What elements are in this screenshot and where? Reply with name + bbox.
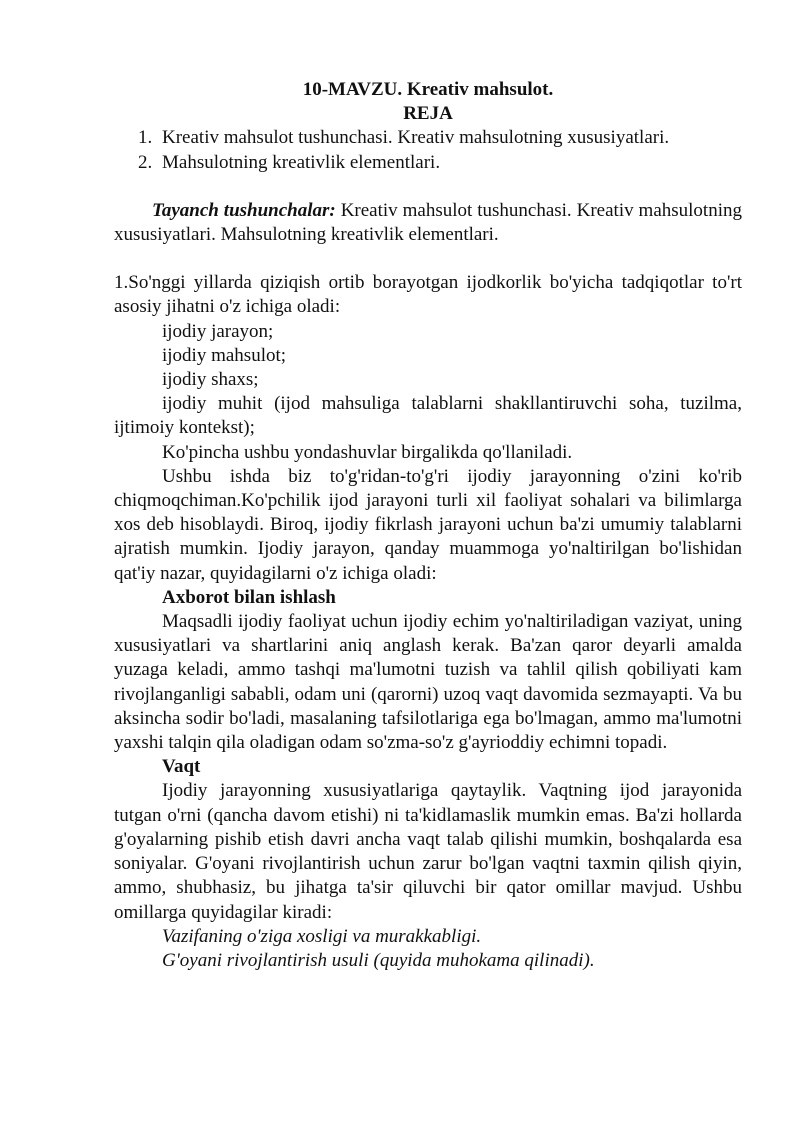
- key-terms-text: Kreativ mahsulot tushunchasi. Kreativ mahsulotning xususiyatlari. Mahsulotning kreativlik elementlari.: [114, 199, 742, 246]
- spacer: [114, 247, 742, 271]
- page-title: 10-MAVZU. Kreativ mahsulot.: [302, 79, 554, 100]
- plan-list: [114, 126, 742, 174]
- plan-item: [138, 126, 742, 150]
- aspect-item: ijodiy shaxs;: [162, 369, 259, 391]
- aspect-item: ijodiy mahsulot;: [162, 344, 287, 366]
- spacer: [114, 175, 742, 199]
- plan-item-number: 2.: [138, 151, 153, 173]
- aspect-item: ijodiy jarayon;: [162, 320, 274, 342]
- plan-item-number: 1.: [138, 127, 153, 149]
- intro-paragraph: 1.So'nggi yillarda qiziqish ortib borayotgan ijodkorlik bo'yicha tadqiqotlar to'rt asosiy jihatni o'z ichiga oladi:: [114, 272, 742, 318]
- factor-item: Vazifaning o'ziga xosligi va murakkabligi.: [162, 925, 482, 947]
- information-paragraph: Maqsadli ijodiy faoliyat uchun ijodiy echim yo'naltiriladigan vaziyat, uning xususiyatlari va shartlarini aniq anglash kerak. Ba'zan qaror deyarli amalda yuzaga keladi, ammo tashqi ma'lumotni tuzish va tahlil qilish qobiliyati kam rivojlanganligi sababli, odam uni (qarorni) uzoq vaqt davomida sezmayapti. Va bu aksincha sodir bo'ladi, masalaning tafsilotlariga ega bo'lmagan, ammo ma'lumotni yaxshi talqin qila oladigan odam so'zma-so'z g'ayrioddiy echimni topadi.: [114, 611, 742, 754]
- aspect-item: ijodiy muhit (ijod mahsuliga talablarni shakllantiruvchi soha, tuzilma, ijtimoiy kontekst);: [114, 393, 742, 439]
- section-heading-time: Vaqt: [162, 756, 201, 778]
- process-paragraph: Ushbu ishda biz to'g'ridan-to'g'ri ijodiy jarayonning o'zini ko'rib chiqmoqchiman.Ko'pchilik ijod jarayoni turli xil faoliyat sohalari va bilimlarga xos deb hisoblaydi. Biroq, ijodiy fikrlash jarayoni uchun ba'zi umumiy talablarni ajratish mumkin. Ijodiy jarayon, qanday muammoga yo'naltirilgan bo'lishidan qat'iy nazar, quyidagilarni o'z ichiga oladi:: [114, 465, 742, 584]
- plan-heading: REJA: [403, 103, 453, 125]
- factor-item: G'oyani rivojlantirish usuli (quyida muhokama qilinadi).: [162, 949, 595, 971]
- plan-item-text: Mahsulotning kreativlik elementlari.: [162, 151, 441, 173]
- time-paragraph: Ijodiy jarayonning xususiyatlariga qaytaylik. Vaqtning ijod jarayonida tutgan o'rni (qancha davom etishi) ni ta'kidlamaslik mumkin emas. Ba'zi hollarda g'oyalarning pishib etish davri ancha vaqt talab qilishi mumkin, boshqalarda esa soniyalar. G'oyani rivojlantirish uchun zarur bo'lgan vaqtni taxmin qilish qiyin, ammo, shubhasiz, bu jihatga ta'sir qiluvchi bir qator omillar mavjud. Ushbu omillarga quyidagilar kiradi:: [114, 780, 742, 923]
- section-heading-information: Axborot bilan ishlash: [162, 586, 336, 608]
- plan-item: [138, 151, 742, 175]
- key-terms-paragraph: [114, 199, 742, 247]
- key-terms-label: Tayanch tushunchalar:: [152, 199, 336, 221]
- plan-item-text: Kreativ mahsulot tushunchasi. Kreativ mahsulotning xususiyatlari.: [162, 127, 670, 149]
- combined-paragraph: Ko'pincha ushbu yondashuvlar birgalikda qo'llaniladi.: [162, 441, 573, 463]
